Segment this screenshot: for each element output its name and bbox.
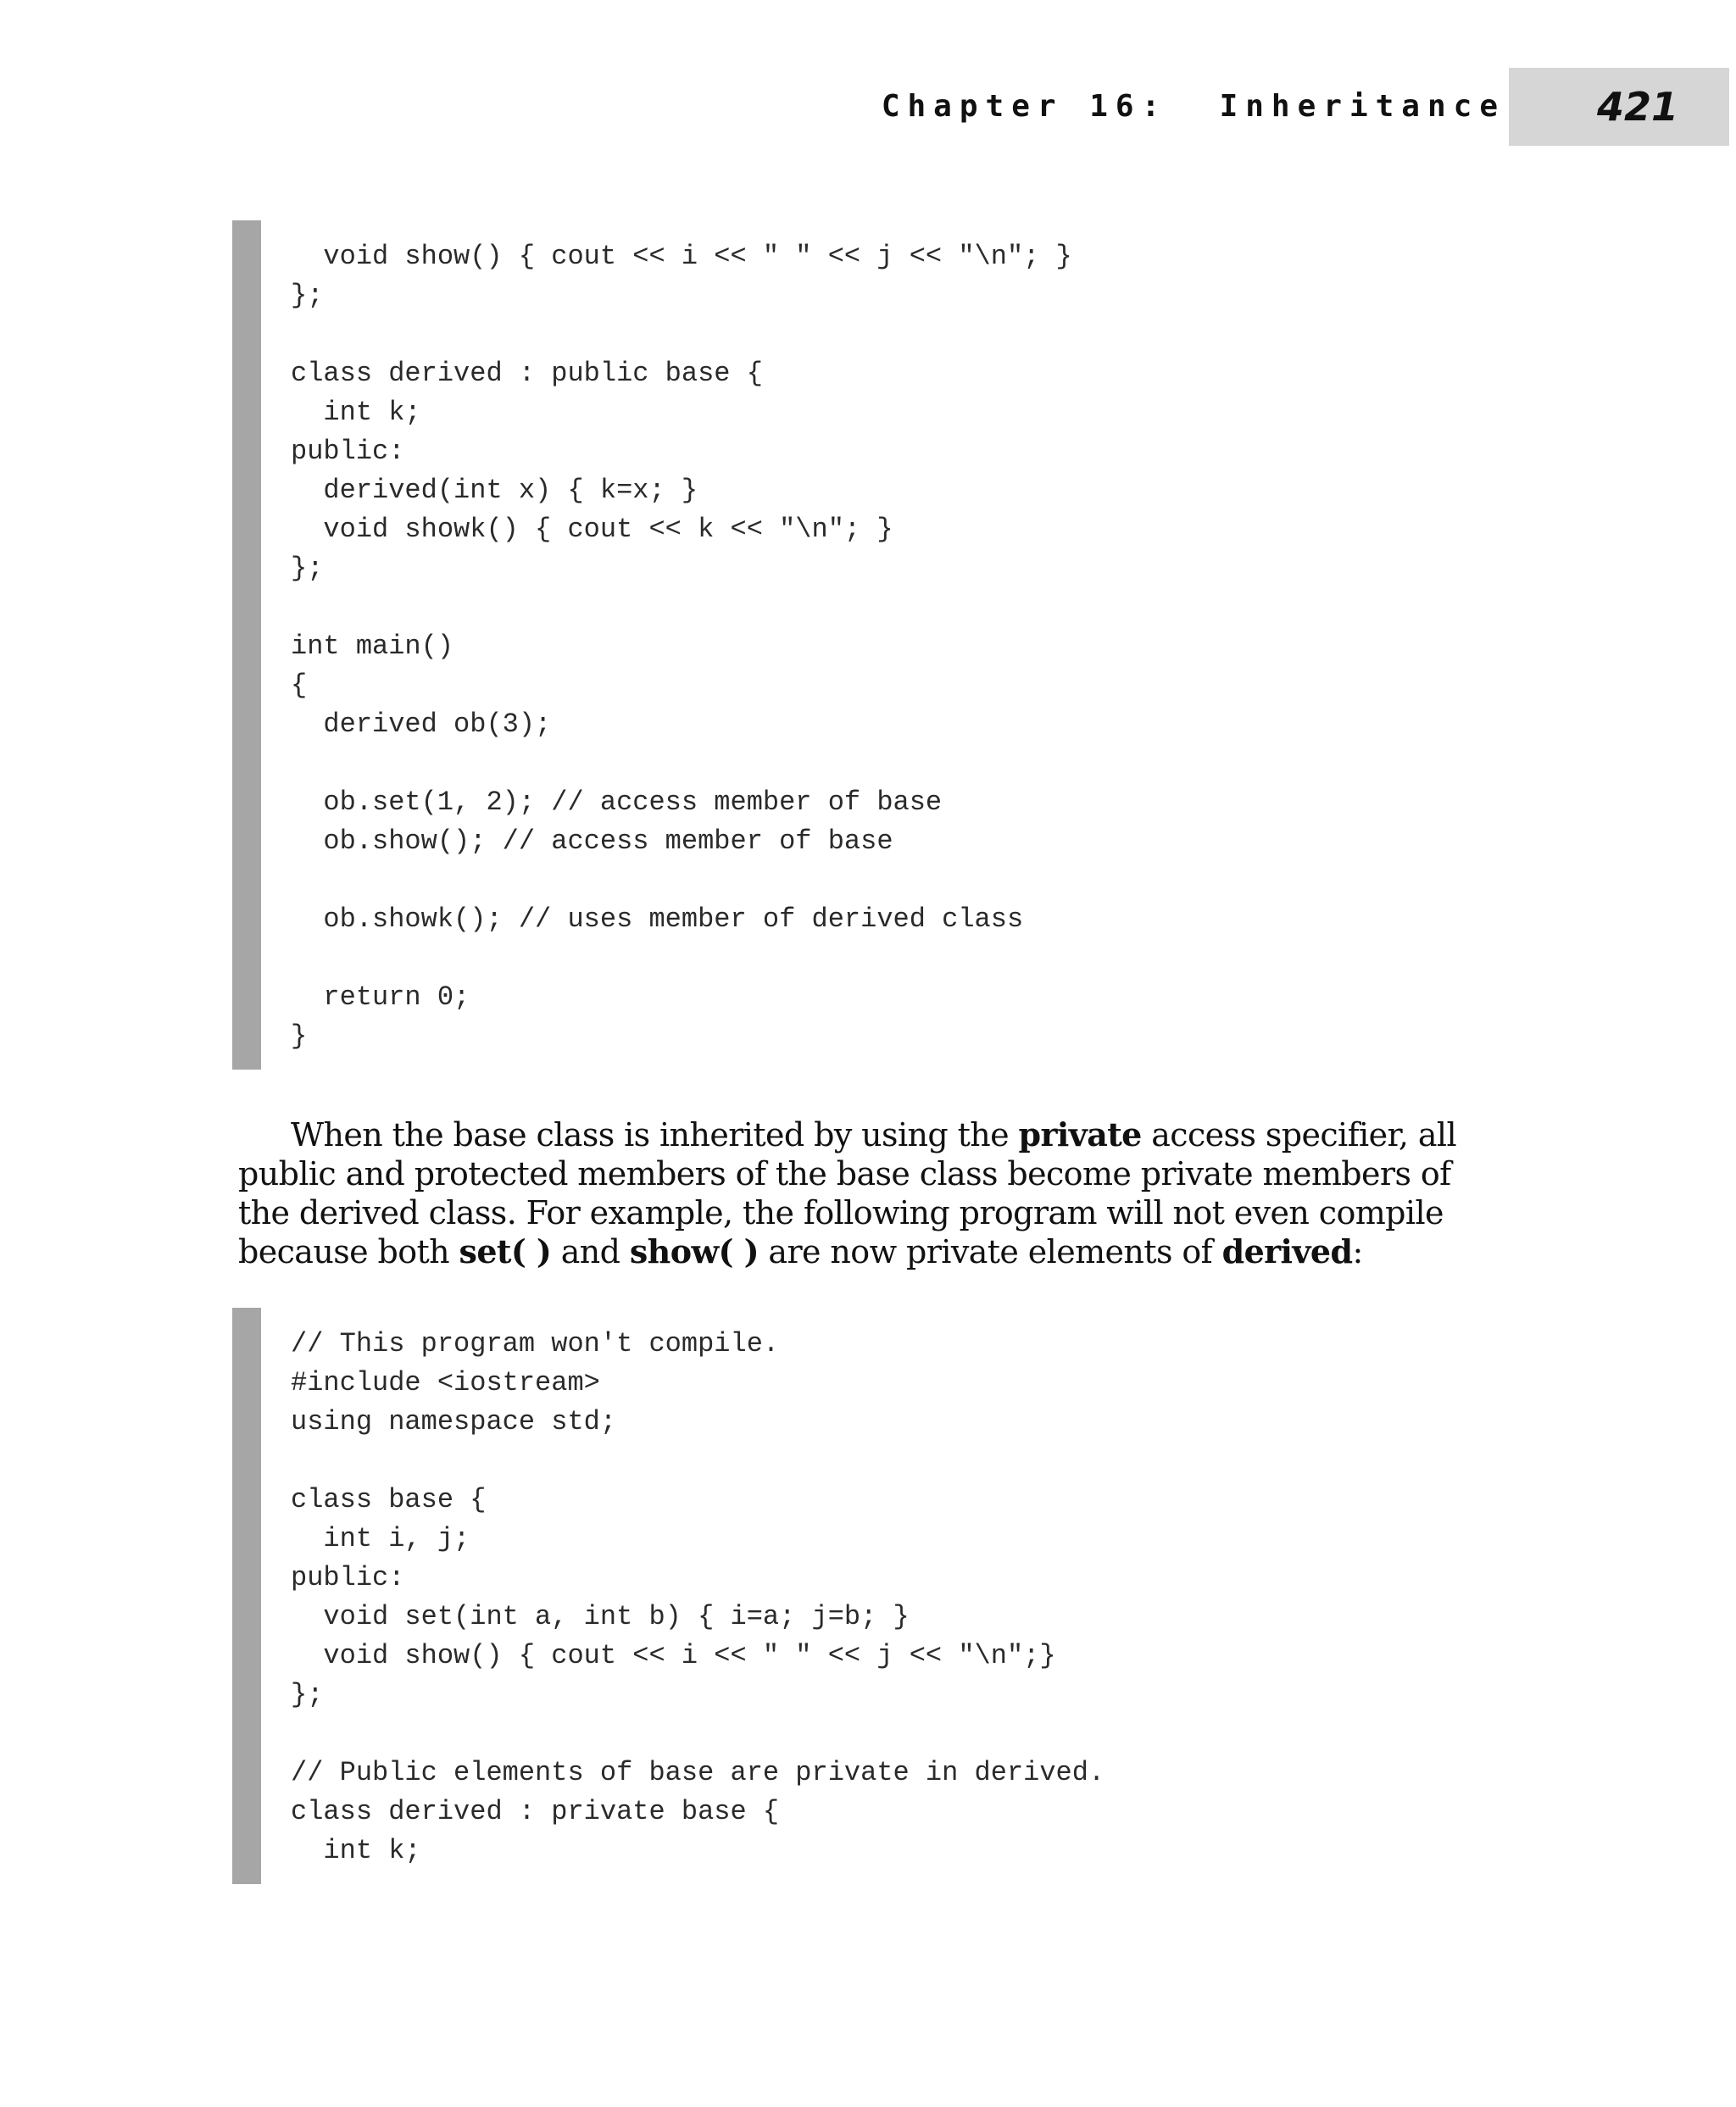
paragraph-text: access specifier, all public and protected members of the base class become private members of the derived class. For example, the following program will not even compile because both [238, 1116, 1457, 1270]
code-line: void show() { cout << i << " " << j << "\n";} [291, 1640, 1056, 1671]
code-line [291, 315, 1072, 354]
code-line: // This program won't compile. [291, 1328, 780, 1359]
code-margin-bar [232, 1308, 261, 1884]
running-head [0, 68, 1736, 146]
code-line [291, 939, 1072, 978]
code-line: class derived : public base { [291, 358, 763, 389]
code-line: class derived : private base { [291, 1796, 780, 1827]
code-line: derived(int x) { k=x; } [291, 475, 698, 506]
code-line: void set(int a, int b) { i=a; j=b; } [291, 1601, 910, 1632]
code-line: using namespace std; [291, 1406, 617, 1437]
keyword-private: private [1018, 1115, 1142, 1154]
code-line: }; [291, 553, 324, 584]
code-line: derived ob(3); [291, 709, 552, 740]
code-line: int i, j; [291, 1523, 470, 1554]
chapter-title: Chapter 16: Inheritance [881, 89, 1505, 124]
code-line: #include <iostream> [291, 1367, 600, 1398]
code-line: int k; [291, 397, 421, 428]
code-margin-bar [232, 220, 261, 1070]
function-show: show( ) [629, 1232, 759, 1270]
code-line: }; [291, 280, 324, 311]
code-line: { [291, 670, 308, 701]
code-line: public: [291, 436, 405, 467]
code-line [291, 588, 1072, 627]
code-line: } [291, 1020, 308, 1052]
code-line [291, 861, 1072, 900]
paragraph-text: When the base class is inherited by using the [291, 1116, 1019, 1154]
code-line: ob.showk(); // uses member of derived class [291, 903, 1024, 935]
function-set: set( ) [459, 1232, 552, 1270]
code-line: }; [291, 1679, 324, 1710]
page-number: 421 [1596, 84, 1678, 130]
code-line: // Public elements of base are private in derived. [291, 1757, 1105, 1788]
code-line: ob.show(); // access member of base [291, 826, 893, 857]
page-number-box [1509, 68, 1729, 146]
code-line [291, 1442, 1104, 1481]
paragraph-text: are now private elements of [758, 1233, 1222, 1270]
code-lines [291, 1325, 1104, 1871]
paragraph-text: and [551, 1233, 630, 1270]
code-lines [291, 237, 1072, 1056]
code-line: int k; [291, 1835, 421, 1866]
code-line: class base { [291, 1484, 487, 1515]
class-derived: derived [1221, 1232, 1353, 1270]
body-paragraph [238, 1115, 1488, 1271]
code-line: public: [291, 1562, 405, 1593]
code-line [291, 744, 1072, 783]
code-line [291, 1715, 1104, 1754]
paragraph-text: : [1352, 1233, 1363, 1270]
code-line: void show() { cout << i << " " << j << "\n"; } [291, 241, 1072, 272]
code-line: return 0; [291, 981, 470, 1013]
code-line: ob.set(1, 2); // access member of base [291, 787, 943, 818]
code-line: int main() [291, 631, 454, 662]
code-line: void showk() { cout << k << "\n"; } [291, 514, 893, 545]
